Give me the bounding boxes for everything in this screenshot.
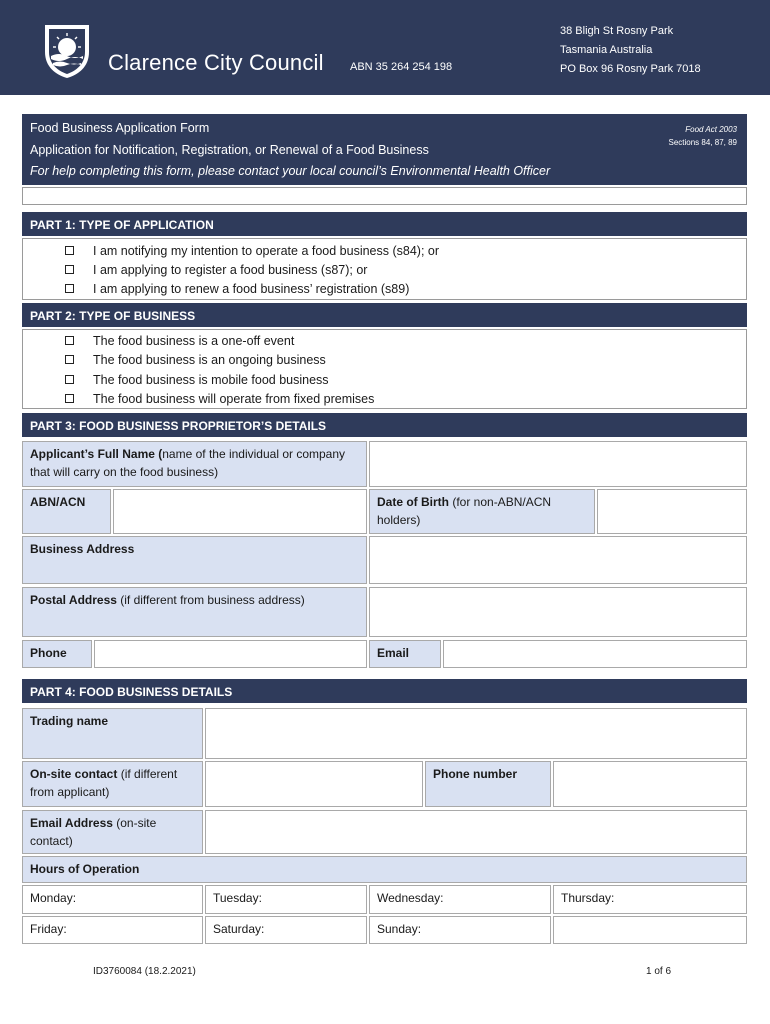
- part1-heading: PART 1: TYPE OF APPLICATION: [22, 212, 747, 236]
- saturday-field[interactable]: [205, 916, 367, 944]
- wednesday-field[interactable]: [369, 885, 551, 914]
- council-address: [560, 22, 701, 79]
- label-text: (if different from applicant): [30, 767, 178, 799]
- abn-acn-label: [22, 489, 111, 534]
- document-id: ID3760084 (18.2.2021): [93, 966, 196, 977]
- tuesday-field[interactable]: [205, 885, 367, 914]
- day-label: Saturday:: [213, 922, 265, 936]
- sunday-field[interactable]: [369, 916, 551, 944]
- label-bold: On-site contact: [30, 767, 118, 781]
- option-label: The food business is mobile food business: [93, 373, 329, 387]
- day-label: Tuesday:: [213, 891, 262, 905]
- page-number: 1 of 6: [646, 966, 672, 977]
- label-bold: Applicant’s Full Name (: [30, 447, 163, 461]
- form-title: Food Business Application Form: [30, 121, 210, 135]
- checkbox[interactable]: [65, 284, 74, 293]
- part2-options: [22, 329, 747, 409]
- day-label: Friday:: [30, 922, 67, 936]
- applicant-name-label: [22, 441, 367, 487]
- trading-name-label: [22, 708, 203, 759]
- part2-heading: PART 2: TYPE OF BUSINESS: [22, 303, 747, 327]
- postal-address-label: [22, 587, 367, 637]
- abn-acn-field[interactable]: [113, 489, 367, 534]
- form-subtitle: Application for Notification, Registration, or Renewal of a Food Business: [30, 143, 429, 157]
- dob-field[interactable]: [597, 489, 747, 534]
- label-text: (on-site contact): [30, 816, 157, 848]
- onsite-contact-field[interactable]: [205, 761, 423, 807]
- day-label: Monday:: [30, 891, 77, 905]
- option-label: I am notifying my intention to operate a food business (s84); or: [93, 244, 440, 258]
- day-label: Thursday:: [561, 891, 615, 905]
- label-text: (if different from business address): [116, 593, 305, 607]
- part4-heading: PART 4: FOOD BUSINESS DETAILS: [22, 679, 747, 703]
- checkbox[interactable]: [65, 394, 74, 403]
- checkbox[interactable]: [65, 336, 74, 345]
- form-title-box: [22, 114, 747, 185]
- email-label: [369, 640, 441, 668]
- empty-day-cell: [553, 916, 747, 944]
- email-field[interactable]: [443, 640, 747, 668]
- address-line: PO Box 96 Rosny Park 7018: [560, 63, 701, 75]
- phone-field[interactable]: [94, 640, 367, 668]
- council-abn: ABN 35 264 254 198: [350, 61, 453, 73]
- day-label: Sunday:: [377, 922, 422, 936]
- council-name: Clarence City Council: [108, 50, 324, 75]
- option-label: The food business is a one-off event: [93, 334, 295, 348]
- form-help-text: For help completing this form, please contact your local council’s Environmental Health Officer: [30, 164, 551, 178]
- act-reference: Food Act 2003: [685, 125, 737, 134]
- checkbox[interactable]: [65, 355, 74, 364]
- council-crest-icon: [42, 22, 92, 80]
- label-bold: Email Address: [30, 816, 113, 830]
- label-text: name of the individual or company that will carry on the food business): [30, 447, 346, 479]
- label-bold: Phone: [30, 646, 67, 660]
- label-bold: Trading name: [30, 714, 109, 728]
- friday-field[interactable]: [22, 916, 203, 944]
- address-line: Tasmania Australia: [560, 44, 653, 56]
- option-label: I am applying to renew a food business’ registration (s89): [93, 282, 410, 296]
- option-label: I am applying to register a food business (s87); or: [93, 263, 368, 277]
- label-text: (for non-ABN/ACN holders): [377, 495, 552, 527]
- option-label: The food business is an ongoing business: [93, 353, 326, 367]
- label-bold: Date of Birth: [377, 495, 449, 509]
- phone-label: [22, 640, 92, 668]
- monday-field[interactable]: [22, 885, 203, 914]
- checkbox[interactable]: [65, 246, 74, 255]
- day-label: Wednesday:: [377, 891, 444, 905]
- trading-name-field[interactable]: [205, 708, 747, 759]
- label-bold: Phone number: [433, 767, 518, 781]
- thursday-field[interactable]: [553, 885, 747, 914]
- label-bold: Hours of Operation: [30, 862, 140, 876]
- checkbox[interactable]: [65, 375, 74, 384]
- page-header: [0, 0, 770, 95]
- hours-heading: [22, 856, 747, 883]
- label-bold: Business Address: [30, 542, 135, 556]
- label-bold: Postal Address: [30, 593, 117, 607]
- part1-options: [22, 238, 747, 300]
- spacer-box: [22, 187, 747, 205]
- option-label: The food business will operate from fixed premises: [93, 392, 375, 406]
- business-address-label: [22, 536, 367, 584]
- checkbox[interactable]: [65, 265, 74, 274]
- part3-heading: PART 3: FOOD BUSINESS PROPRIETOR’S DETAILS: [22, 413, 747, 437]
- act-sections: Sections 84, 87, 89: [668, 138, 737, 147]
- onsite-contact-label: [22, 761, 203, 807]
- label-bold: ABN/ACN: [30, 495, 86, 509]
- label-bold: Email: [377, 646, 410, 660]
- phone-number-label: [425, 761, 551, 807]
- business-address-field[interactable]: [369, 536, 747, 584]
- address-line: 38 Bligh St Rosny Park: [560, 25, 674, 37]
- dob-label: [369, 489, 595, 534]
- onsite-email-label: [22, 810, 203, 854]
- applicant-name-field[interactable]: [369, 441, 747, 487]
- onsite-email-field[interactable]: [205, 810, 747, 854]
- phone-number-field[interactable]: [553, 761, 747, 807]
- postal-address-field[interactable]: [369, 587, 747, 637]
